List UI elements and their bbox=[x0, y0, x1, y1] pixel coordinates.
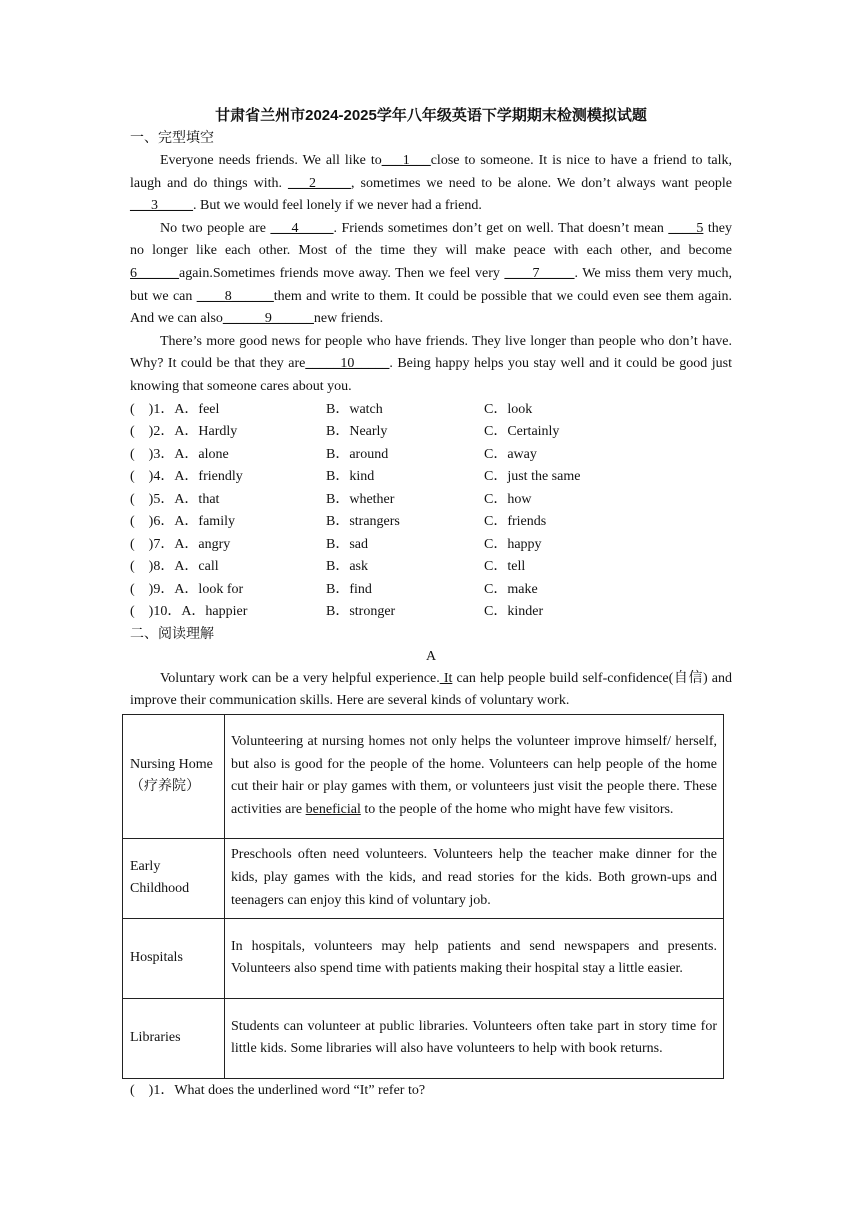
option-row bbox=[130, 556, 732, 579]
option-a: ( )4．A．friendly bbox=[130, 469, 243, 485]
option-a: ( )10．A．happier bbox=[130, 604, 248, 620]
option-b: B．stronger bbox=[326, 604, 396, 620]
cloze-paragraph-1 bbox=[130, 150, 732, 218]
text-run: In hospitals, volunteers may help patients and send newspapers and presents. Volunteers also spend time with patients making their hospital stay a little easier. bbox=[231, 938, 717, 977]
blank-9: ______9______ bbox=[222, 311, 314, 327]
table-row bbox=[123, 838, 724, 918]
option-a: ( )1．A．feel bbox=[130, 401, 220, 417]
text-run: Everyone needs friends. We all like to bbox=[160, 153, 382, 168]
option-row bbox=[130, 421, 732, 444]
cloze-paragraph-3 bbox=[130, 331, 732, 399]
option-c: C．Certainly bbox=[484, 424, 560, 440]
option-b: B．find bbox=[326, 581, 372, 597]
text-run: Voluntary work can be a very helpful experience. bbox=[160, 670, 440, 686]
text-run: new friends. bbox=[313, 311, 384, 327]
blank-6: 6______ bbox=[130, 265, 179, 281]
place-cell: Libraries bbox=[123, 998, 225, 1078]
exam-title: 甘肃省兰州市2024-2025学年八年级英语下学期期末检测模拟试题 bbox=[215, 107, 647, 124]
exam-page bbox=[130, 104, 732, 1102]
text-run: them and write to them. It could be possible that we could even see them again. And we can also bbox=[130, 288, 732, 327]
option-b: B．whether bbox=[326, 491, 395, 507]
option-c: C．tell bbox=[484, 559, 526, 575]
text-run: . Friends sometimes don’t get on well. That doesn’t mean bbox=[333, 220, 669, 236]
option-b: B．watch bbox=[326, 401, 383, 417]
text-run: they no longer like each other. Most of the time they will make peace with each other, and become bbox=[130, 220, 732, 259]
option-a: ( )5．A．that bbox=[130, 491, 220, 507]
option-c: C．friends bbox=[484, 514, 547, 530]
blank-2: ___2_____ bbox=[288, 175, 352, 191]
option-a: ( )8．A．call bbox=[130, 559, 219, 575]
blank-3: ___3_____ bbox=[130, 198, 193, 214]
option-c: C．kinder bbox=[484, 604, 544, 620]
blank-4: ___4_____ bbox=[270, 220, 334, 236]
text-run: Volunteering at nursing homes not only helps the volunteer improve himself/ herself, but also is good for the people of the home. Volunteers can help people of the home cut their hair or play games with them, or volunteers just visit the people there. These activities are bbox=[231, 734, 717, 817]
option-row bbox=[130, 534, 732, 557]
blank-1: ___1___ bbox=[381, 153, 431, 168]
text-run: . We miss them very much, but we can bbox=[130, 265, 733, 304]
option-b: B．kind bbox=[326, 469, 375, 485]
text-run: . But we would feel lonely if we never had a friend. bbox=[193, 198, 482, 214]
option-c: C．happy bbox=[484, 536, 542, 552]
option-a: ( )9．A．look for bbox=[130, 581, 244, 597]
description-cell bbox=[225, 714, 724, 838]
option-c: C．just the same bbox=[484, 469, 581, 485]
text-run: , sometimes we need to be alone. We don’t always want people bbox=[351, 175, 732, 191]
text-run: Students can volunteer at public libraries. Volunteers often take part in story time for little kids. Some libraries will also have volunteers to help with book returns. bbox=[231, 1018, 717, 1057]
text-run: Preschools often need volunteers. Volunteers help the teacher make dinner for the kids, play games with the kids, and read stories for the kids. Both grown-ups and teenagers can enjoy this kind of voluntary job. bbox=[231, 847, 717, 908]
option-row bbox=[130, 399, 732, 422]
option-row bbox=[130, 444, 732, 467]
option-row bbox=[130, 511, 732, 534]
text-run: There’s more good news for people who have friends. They live longer than people who don’t have. Why? It could be that they are bbox=[130, 333, 732, 372]
option-a: ( )7．A．angry bbox=[130, 536, 231, 552]
option-b: B．around bbox=[326, 446, 389, 462]
description-cell bbox=[225, 838, 724, 918]
place-cell: Nursing Home（疗养院） bbox=[123, 714, 225, 838]
option-row bbox=[130, 466, 732, 489]
section-heading-cloze: 一、完型填空 bbox=[130, 131, 214, 146]
text-run: again.Sometimes friends move away. Then we feel very bbox=[179, 265, 505, 281]
text-run: to the people of the home who might have few visitors. bbox=[360, 801, 674, 817]
section-heading-reading: 二、阅读理解 bbox=[130, 626, 214, 642]
option-c: C．look bbox=[484, 401, 533, 417]
option-b: B．ask bbox=[326, 559, 368, 575]
description-cell bbox=[225, 918, 724, 998]
option-a: ( )2．A．Hardly bbox=[130, 424, 238, 440]
option-b: B．strangers bbox=[326, 514, 400, 530]
option-c: C．away bbox=[484, 446, 537, 462]
description-cell bbox=[225, 998, 724, 1078]
option-a: ( )6．A．family bbox=[130, 514, 235, 530]
option-row bbox=[130, 601, 732, 624]
options-list bbox=[130, 399, 732, 624]
text-run: No two people are bbox=[160, 220, 271, 236]
blank-5: ____5 bbox=[668, 220, 704, 236]
place-cell: Hospitals bbox=[123, 918, 225, 998]
option-row bbox=[130, 579, 732, 602]
table-row bbox=[123, 714, 724, 838]
option-c: C．make bbox=[484, 581, 538, 597]
text-run: . Being happy helps you stay well and it could be good just knowing that someone cares about you. bbox=[130, 356, 732, 394]
blank-10: _____10_____ bbox=[305, 356, 390, 372]
option-c: C．how bbox=[484, 491, 532, 507]
blank-8: ____8______ bbox=[196, 288, 274, 304]
blank-7: ____7_____ bbox=[504, 265, 575, 281]
voluntary-work-table bbox=[122, 714, 724, 1079]
text-run: close to someone. It is nice to have a friend to talk, laugh and do things with. bbox=[130, 153, 732, 191]
option-row bbox=[130, 489, 732, 512]
text-run: can help people build self-confidence(自信) and improve their communication skills. Here are several kinds of voluntary work. bbox=[130, 670, 732, 709]
option-b: B．Nearly bbox=[326, 424, 388, 440]
place-cell: Early Childhood bbox=[123, 838, 225, 918]
passage-label: A bbox=[425, 648, 437, 664]
underlined-it: It bbox=[439, 670, 453, 686]
underlined-word: beneficial bbox=[305, 801, 361, 817]
table-row bbox=[123, 918, 724, 998]
option-a: ( )3．A．alone bbox=[130, 446, 229, 462]
cloze-paragraph-2 bbox=[130, 218, 732, 331]
reading-question-1: ( )1．What does the underlined word “It” refer to? bbox=[130, 1082, 426, 1098]
reading-intro bbox=[130, 668, 732, 713]
option-b: B．sad bbox=[326, 536, 368, 552]
table-row bbox=[123, 998, 724, 1078]
